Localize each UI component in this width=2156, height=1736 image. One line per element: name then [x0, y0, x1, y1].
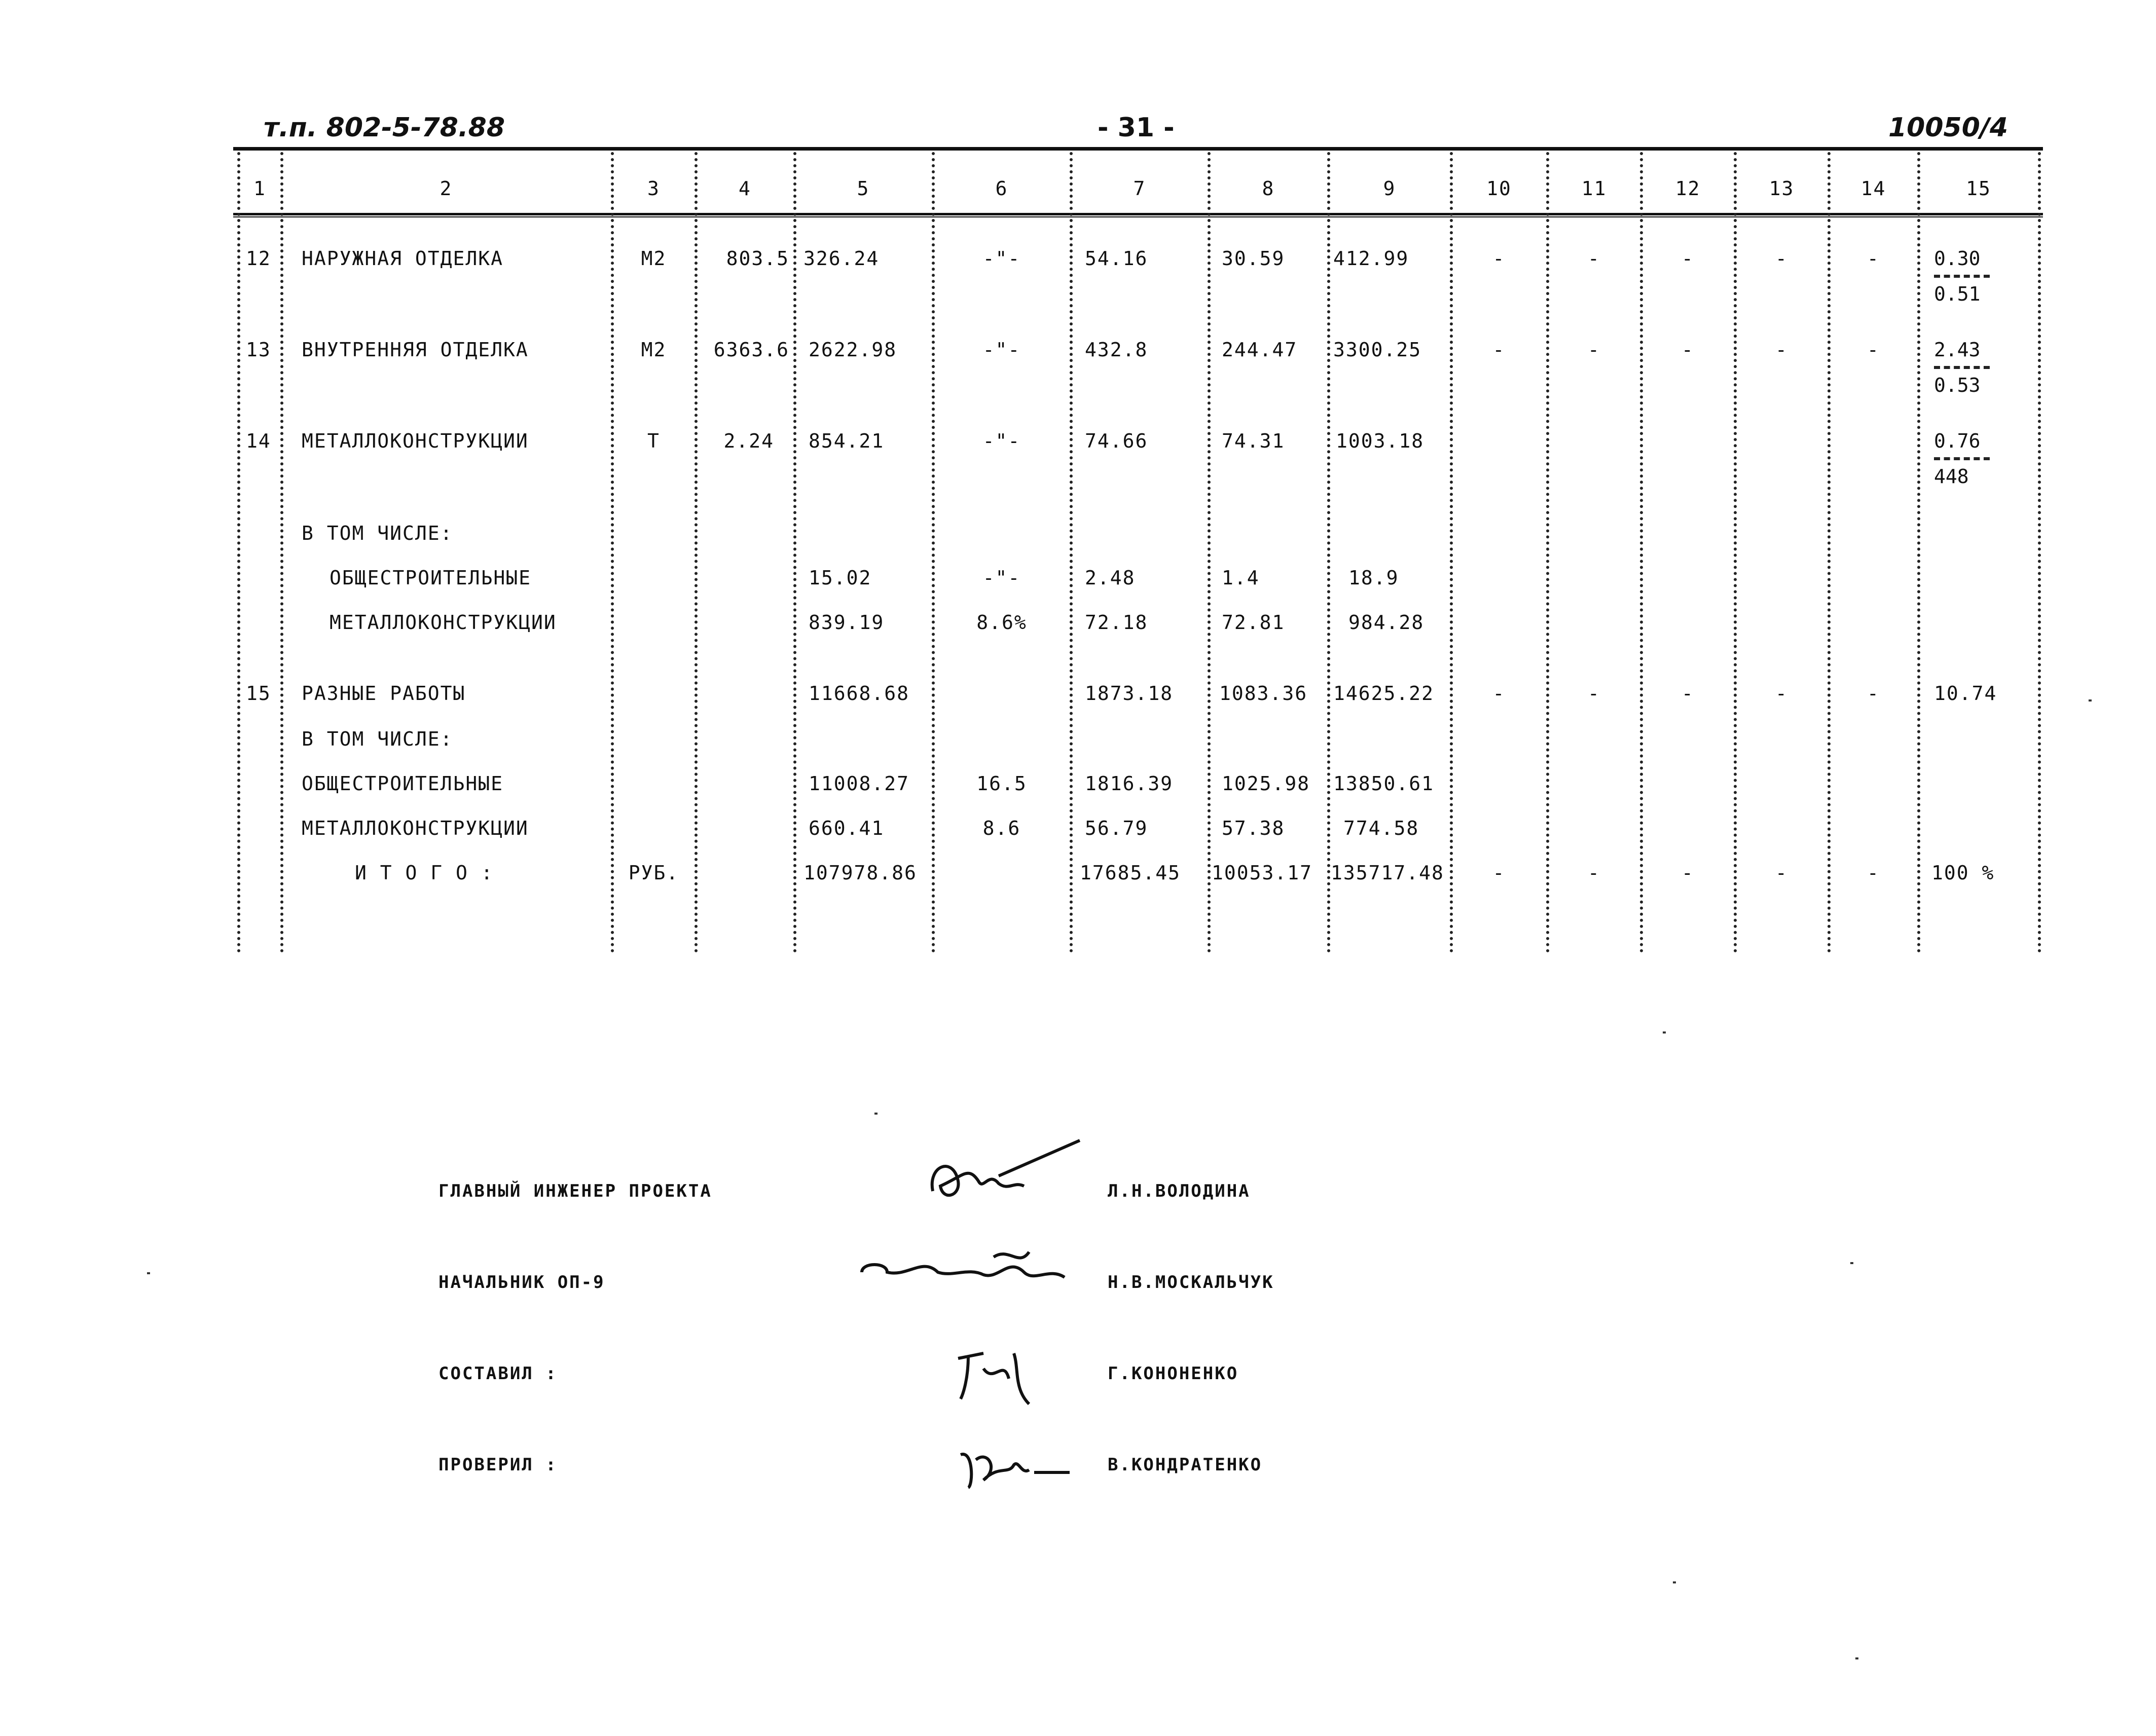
header-underline-thin — [233, 216, 2043, 217]
row-c7: 432.8 — [1085, 339, 1148, 361]
column-divider — [1546, 152, 1549, 953]
column-divider — [1208, 152, 1211, 953]
row-c9: 774.58 — [1343, 817, 1419, 839]
signature-name: Н.В.МОСКАЛЬЧУК — [1108, 1272, 1274, 1292]
signature-role: НАЧАЛЬНИК ОП-9 — [438, 1272, 605, 1292]
row-share-fraction — [1934, 430, 1990, 488]
row-c12: - — [1682, 862, 1694, 884]
row-c8: 74.31 — [1222, 430, 1285, 452]
column-divider — [2038, 152, 2041, 953]
column-header: 15 — [1966, 177, 1991, 200]
column-header: 12 — [1675, 177, 1701, 200]
row-unit: РУБ. — [628, 862, 679, 884]
row-c8: 244.47 — [1222, 339, 1298, 361]
row-c14: - — [1867, 682, 1880, 705]
row-c8: 30.59 — [1222, 247, 1285, 270]
column-header: 14 — [1860, 177, 1886, 200]
share-bottom: 0.51 — [1934, 283, 1981, 305]
row-c7: 74.66 — [1085, 430, 1148, 452]
row-name: МЕТАЛЛОКОНСТРУКЦИИ — [302, 817, 529, 839]
row-c8: 1025.98 — [1222, 772, 1310, 795]
row-c14: - — [1867, 862, 1880, 884]
share-top: 2.43 — [1934, 339, 1981, 361]
column-header: 6 — [995, 177, 1008, 200]
row-percent: -"- — [982, 567, 1021, 589]
row-c7: 1873.18 — [1085, 682, 1174, 705]
row-c7: 54.16 — [1085, 247, 1148, 270]
row-percent: 16.5 — [976, 772, 1027, 795]
scan-speck — [147, 1272, 150, 1274]
row-c11: - — [1588, 862, 1600, 884]
document-code: т.п. 802-5-78.88 — [264, 113, 505, 143]
row-c11: - — [1588, 682, 1600, 705]
row-number: 13 — [246, 339, 271, 361]
row-cost: 107978.86 — [803, 862, 917, 884]
row-quantity: 803.5 — [726, 247, 789, 270]
row-c7: 1816.39 — [1085, 772, 1174, 795]
signature-name: В.КОНДРАТЕНКО — [1108, 1455, 1263, 1475]
sheet-number: 10050/4 — [1888, 113, 2008, 143]
row-cost: 11668.68 — [809, 682, 910, 705]
handwritten-signature — [857, 1237, 1080, 1308]
row-percent: 8.6% — [976, 611, 1027, 634]
scan-speck — [1663, 1031, 1666, 1033]
row-c14: - — [1867, 247, 1880, 270]
row-c7: 72.18 — [1085, 611, 1148, 634]
scan-speck — [1673, 1581, 1676, 1583]
fraction-line — [1934, 457, 1990, 460]
column-header: 11 — [1581, 177, 1607, 200]
row-quantity: 2.24 — [723, 430, 774, 452]
column-divider — [932, 152, 935, 953]
fraction-line — [1934, 275, 1990, 278]
row-name: МЕТАЛЛОКОНСТРУКЦИИ — [330, 611, 557, 634]
signature-role: СОСТАВИЛ : — [438, 1363, 558, 1384]
row-c12: - — [1682, 682, 1694, 705]
scan-speck — [1855, 1657, 1858, 1659]
row-c10: - — [1492, 862, 1506, 884]
row-cost: 2622.98 — [809, 339, 897, 361]
column-divider — [695, 152, 698, 953]
row-c7: 2.48 — [1085, 567, 1136, 589]
signature-role: ГЛАВНЫЙ ИНЖЕНЕР ПРОЕКТА — [438, 1181, 712, 1201]
column-header: 1 — [253, 177, 266, 200]
column-divider — [1734, 152, 1737, 953]
row-share: 100 % — [1931, 862, 1995, 884]
handwritten-signature — [953, 1338, 1049, 1409]
row-cost: 660.41 — [809, 817, 885, 839]
column-divider — [1640, 152, 1643, 953]
row-quantity: 6363.6 — [713, 339, 789, 361]
row-c12: - — [1682, 247, 1694, 270]
row-name: ОБЩЕСТРОИТЕЛЬНЫЕ — [330, 567, 532, 589]
column-header: 5 — [857, 177, 870, 200]
scan-speck — [1850, 1262, 1853, 1264]
row-cost: 11008.27 — [809, 772, 910, 795]
row-cost: 326.24 — [803, 247, 880, 270]
signature-name: Г.КОНОНЕНКО — [1108, 1363, 1239, 1384]
page-number: - 31 - — [1098, 113, 1175, 143]
column-divider — [793, 152, 796, 953]
row-share: 10.74 — [1934, 682, 1997, 705]
row-c13: - — [1775, 339, 1788, 361]
fraction-line — [1934, 366, 1990, 369]
row-share-fraction — [1934, 339, 1990, 396]
row-name: НАРУЖНАЯ ОТДЕЛКА — [302, 247, 504, 270]
column-divider — [611, 152, 614, 953]
column-divider — [1917, 152, 1920, 953]
share-top: 0.30 — [1934, 247, 1981, 270]
column-divider — [1327, 152, 1330, 953]
table-top-rule — [233, 147, 2043, 151]
row-c13: - — [1775, 682, 1788, 705]
column-header: 8 — [1262, 177, 1275, 200]
column-divider — [280, 152, 283, 953]
row-c9: 13850.61 — [1333, 772, 1435, 795]
scan-speck — [874, 1113, 878, 1115]
row-name: В ТОМ ЧИСЛЕ: — [302, 728, 453, 750]
row-c10: - — [1492, 247, 1506, 270]
row-cost: 839.19 — [809, 611, 885, 634]
row-name: В ТОМ ЧИСЛЕ: — [302, 522, 453, 544]
column-divider — [1828, 152, 1831, 953]
signature-name: Л.Н.ВОЛОДИНА — [1108, 1181, 1251, 1201]
row-c9: 984.28 — [1348, 611, 1424, 634]
row-share-fraction — [1934, 247, 1990, 305]
column-divider — [1070, 152, 1073, 953]
row-c13: - — [1775, 862, 1788, 884]
row-c9: 18.9 — [1348, 567, 1399, 589]
row-c10: - — [1492, 682, 1506, 705]
row-number: 15 — [246, 682, 271, 705]
column-header: 9 — [1383, 177, 1396, 200]
row-c9: 14625.22 — [1333, 682, 1435, 705]
column-header: 4 — [739, 177, 751, 200]
signature-role: ПРОВЕРИЛ : — [438, 1455, 558, 1475]
row-c11: - — [1588, 339, 1600, 361]
row-unit: М2 — [641, 247, 667, 270]
share-top: 0.76 — [1934, 430, 1981, 452]
row-c7: 56.79 — [1085, 817, 1148, 839]
row-name: РАЗНЫЕ РАБОТЫ — [302, 682, 466, 705]
row-c12: - — [1682, 339, 1694, 361]
row-percent: -"- — [982, 430, 1021, 452]
share-bottom: 0.53 — [1934, 374, 1981, 396]
row-c9: 412.99 — [1333, 247, 1409, 270]
row-c8: 1083.36 — [1219, 682, 1308, 705]
row-c9: 3300.25 — [1333, 339, 1422, 361]
row-number: 14 — [246, 430, 271, 452]
header-underline — [233, 213, 2043, 215]
column-header: 10 — [1486, 177, 1512, 200]
column-header: 2 — [440, 177, 453, 200]
row-c8: 1.4 — [1222, 567, 1260, 589]
column-header: 3 — [647, 177, 660, 200]
row-cost: 15.02 — [809, 567, 872, 589]
row-unit: М2 — [641, 339, 667, 361]
row-c9: 135717.48 — [1331, 862, 1444, 884]
row-unit: Т — [647, 430, 660, 452]
row-c11: - — [1588, 247, 1600, 270]
row-cost: 854.21 — [809, 430, 885, 452]
share-bottom: 448 — [1934, 465, 1969, 488]
row-c7: 17685.45 — [1080, 862, 1181, 884]
row-c8: 10053.17 — [1212, 862, 1313, 884]
row-name: ОБЩЕСТРОИТЕЛЬНЫЕ — [302, 772, 504, 795]
column-divider — [237, 152, 240, 953]
column-header: 7 — [1133, 177, 1146, 200]
handwritten-signature — [923, 1135, 1090, 1222]
total-label: И Т О Г О : — [355, 862, 494, 884]
row-percent: -"- — [982, 247, 1021, 270]
column-header: 13 — [1769, 177, 1795, 200]
row-name: МЕТАЛЛОКОНСТРУКЦИИ — [302, 430, 529, 452]
row-c13: - — [1775, 247, 1788, 270]
row-percent: 8.6 — [982, 817, 1021, 839]
row-percent: -"- — [982, 339, 1021, 361]
row-c8: 57.38 — [1222, 817, 1285, 839]
row-c14: - — [1867, 339, 1880, 361]
row-c8: 72.81 — [1222, 611, 1285, 634]
column-divider — [1450, 152, 1453, 953]
row-number: 12 — [246, 247, 271, 270]
handwritten-signature — [953, 1429, 1080, 1495]
scan-speck — [2089, 699, 2092, 701]
row-c10: - — [1492, 339, 1506, 361]
row-name: ВНУТРЕННЯЯ ОТДЕЛКА — [302, 339, 529, 361]
row-c9: 1003.18 — [1336, 430, 1424, 452]
